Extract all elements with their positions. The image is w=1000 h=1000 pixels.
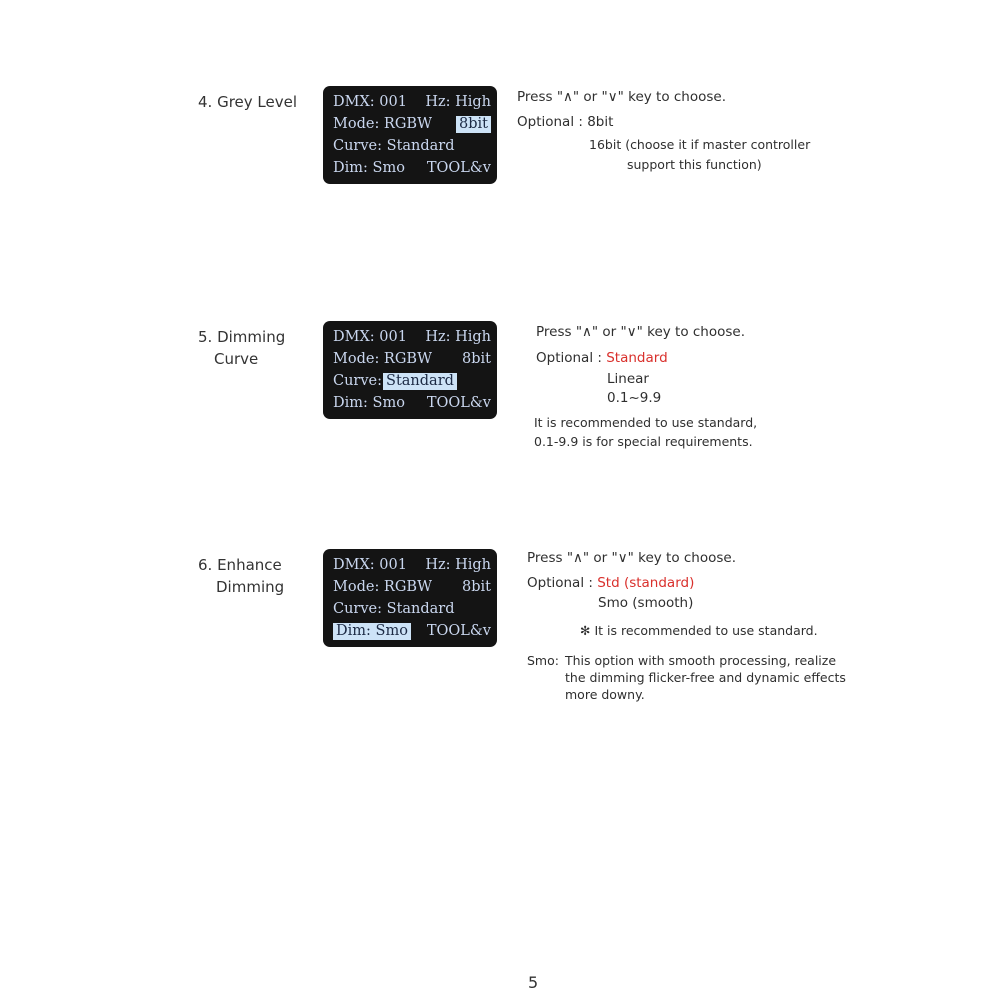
- star-note: ✻ It is recommended to use standard.: [580, 623, 818, 638]
- smo-label: Smo:: [527, 653, 559, 668]
- option-16bit: 16bit (choose it if master controller: [589, 137, 811, 152]
- option-linear: Linear: [607, 371, 649, 387]
- smo-description-line: more downy.: [565, 687, 645, 702]
- page-number: 5: [528, 973, 539, 992]
- lcd-row: [333, 554, 491, 576]
- lcd-tool-label: TOOL&v: [426, 623, 491, 639]
- lcd-tool-label: TOOL&v: [426, 160, 491, 176]
- section-title-enhance-dimming: 6. Enhance: [198, 556, 282, 574]
- lcd-dmx-address: DMX: 001: [333, 557, 407, 573]
- instruction-text: Press "∧" or "∨" key to choose.: [517, 89, 726, 105]
- lcd-dim-value: Dim: Smo: [333, 395, 405, 411]
- lcd-tool-label: TOOL&v: [426, 395, 491, 411]
- lcd-dim-highlighted: Dim: Smo: [333, 623, 411, 640]
- lcd-row: [333, 620, 491, 642]
- lcd-bit-value: 8bit: [462, 351, 491, 367]
- lcd-mode-value: Mode: RGBW: [333, 351, 432, 367]
- lcd-row: [333, 113, 491, 135]
- optional-label: Optional :: [536, 350, 602, 366]
- lcd-mode-value: Mode: RGBW: [333, 579, 432, 595]
- option-smooth: Smo (smooth): [598, 595, 694, 611]
- optional-value: 8bit: [587, 114, 614, 130]
- lcd-curve-value: Curve: Standard: [333, 138, 455, 154]
- lcd-row: [333, 370, 491, 392]
- lcd-curve-label: Curve:: [333, 373, 383, 389]
- instruction-text: Press "∧" or "∨" key to choose.: [527, 550, 736, 566]
- lcd-mode-value: Mode: RGBW: [333, 116, 432, 132]
- section-title-grey-level: 4. Grey Level: [198, 93, 298, 111]
- lcd-row: [333, 392, 491, 414]
- lcd-display-grey-level: [323, 86, 497, 184]
- smo-description-line: the dimming flicker-free and dynamic effects: [565, 670, 846, 685]
- lcd-row: [333, 91, 491, 113]
- lcd-hz-value: Hz: High: [425, 557, 491, 573]
- note-line: It is recommended to use standard,: [534, 415, 758, 430]
- note-line: 0.1-9.9 is for special requirements.: [534, 434, 753, 449]
- lcd-row: [333, 135, 491, 157]
- section-title-dimming-curve: 5. Dimming: [198, 328, 286, 346]
- section-title-enhance-dimming-line2: Dimming: [216, 578, 285, 596]
- lcd-curve-value: Curve: Standard: [333, 601, 455, 617]
- lcd-row: [333, 157, 491, 179]
- lcd-hz-value: Hz: High: [425, 94, 491, 110]
- lcd-dim-value: Dim: Smo: [333, 160, 405, 176]
- optional-label: Optional :: [517, 114, 583, 130]
- lcd-row: [333, 348, 491, 370]
- lcd-display-dimming-curve: [323, 321, 497, 419]
- optional-value: Standard: [606, 350, 668, 366]
- optional-line: [536, 348, 668, 368]
- lcd-curve-highlighted: Standard: [383, 373, 457, 390]
- lcd-row: [333, 326, 491, 348]
- lcd-hz-value: Hz: High: [425, 329, 491, 345]
- lcd-bit-highlighted: 8bit: [456, 116, 491, 133]
- optional-label: Optional :: [527, 575, 593, 591]
- smo-description-line: This option with smooth processing, realize: [565, 653, 837, 668]
- lcd-row: [333, 576, 491, 598]
- lcd-row: [333, 598, 491, 620]
- optional-line: [517, 112, 613, 132]
- lcd-dmx-address: DMX: 001: [333, 329, 407, 345]
- section-title-dimming-curve-line2: Curve: [214, 350, 259, 368]
- option-16bit-continued: support this function): [627, 157, 762, 172]
- lcd-dmx-address: DMX: 001: [333, 94, 407, 110]
- lcd-bit-value: 8bit: [462, 579, 491, 595]
- option-range: 0.1~9.9: [607, 390, 662, 406]
- optional-line: [527, 573, 694, 593]
- instruction-text: Press "∧" or "∨" key to choose.: [536, 324, 745, 340]
- optional-value: Std (standard): [597, 575, 695, 591]
- lcd-display-enhance-dimming: [323, 549, 497, 647]
